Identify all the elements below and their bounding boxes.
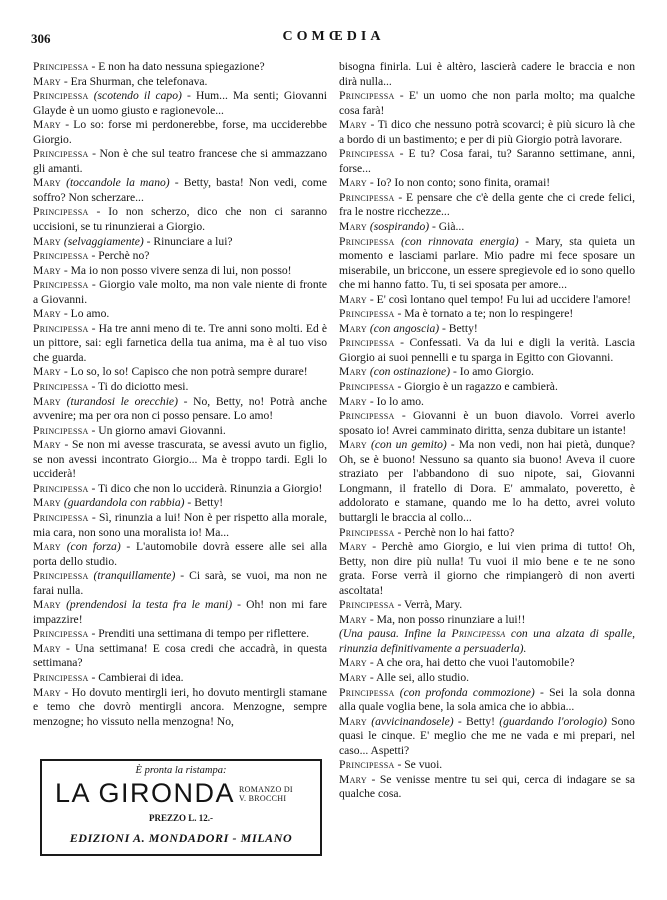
- speaker-name: Mary: [33, 234, 61, 248]
- dialogue-text: - Rinunciare a lui?: [143, 234, 233, 248]
- speaker-name: Mary: [33, 74, 61, 88]
- speaker-name: Principessa: [33, 147, 89, 161]
- dialogue-text: - Ha tre anni meno di te. Tre anni sono molti. Ed è un pittore, sai: egli farnetica della tua anima, ma è al tuo viso che guarda.: [33, 321, 327, 364]
- ad-reprint-notice: È pronta la ristampa:: [135, 765, 227, 776]
- dialogue-text: - Alle sei, allo studio.: [366, 670, 470, 684]
- stage-direction: (turandosi le orecchie): [66, 394, 178, 408]
- dialogue-text: - E' un uomo che non parla molto; ma qualche cosa farà!: [339, 89, 635, 117]
- speaker-name: Principessa: [33, 205, 89, 219]
- dialogue-paragraph: [339, 715, 635, 759]
- dialogue-paragraph: [339, 118, 635, 147]
- dialogue-paragraph: [339, 336, 635, 365]
- dialogue-text: - Giorgio vale molto, ma non vale niente di fronte a Giovanni.: [33, 278, 327, 306]
- dialogue-text: - Io non scherzo, dico che non ci saranno uccisioni, se tu rinunzierai a Giorgio.: [33, 205, 327, 234]
- dialogue-paragraph: [33, 235, 327, 250]
- dialogue-text: - Hum... Ma senti; Giovanni Glayde è un uomo giusto e ragionevole...: [33, 89, 327, 117]
- speaker-name: Principessa: [33, 481, 89, 495]
- dialogue-text: - Ho dovuto mentirgli ieri, ho dovuto mentirgli stamane e temo che dovrò mentirgli ancora. Menzogne, sempre menzogne; ho vissuto nella menzogna! No,: [33, 685, 327, 728]
- dialogue-paragraph: [33, 569, 327, 598]
- dialogue-text: - Betty, basta! Non vedi, come soffro? Non scherzare...: [33, 176, 327, 204]
- dialogue-paragraph: [339, 365, 635, 380]
- dialogue-paragraph: [33, 598, 327, 627]
- dialogue-paragraph: [339, 526, 635, 541]
- book-advertisement: [40, 759, 322, 856]
- dialogue-text: - A che ora, hai detto che vuoi l'automobile?: [366, 656, 575, 670]
- speaker-name: Mary: [339, 118, 367, 132]
- speaker-name: Principessa: [339, 685, 395, 699]
- dialogue-paragraph: [339, 686, 635, 715]
- dialogue-paragraph: [33, 118, 327, 147]
- dialogue-text: - E pensare che c'è della gente che ci crede felici, fra le nostre ricchezze...: [339, 190, 635, 219]
- dialogue-text: - Betty!: [184, 496, 224, 510]
- dialogue-paragraph: [33, 322, 327, 366]
- stage-speaker-name: Principessa: [451, 627, 506, 641]
- dialogue-text: - Se vuoi.: [394, 758, 443, 772]
- stage-direction: (prendendosi la testa fra le mani): [66, 598, 233, 612]
- stage-direction: (scotendo il capo): [93, 89, 182, 103]
- speaker-name: Principessa: [339, 758, 395, 772]
- dialogue-text: - Io lo amo.: [366, 394, 424, 408]
- stage-direction: (con forza): [66, 540, 121, 554]
- stage-direction: (Una pausa. Infine la: [339, 627, 452, 641]
- dialogue-text: - Se non mi avesse trascurata, se avessi avuto un figlio, se non avessi incontrato Giorgio... Ma è troppo tardi. Egli lo ucciderà!: [33, 438, 327, 481]
- speaker-name: Principessa: [33, 423, 89, 437]
- dialogue-paragraph: [33, 395, 327, 424]
- dialogue-text: - Ma è tornato a te; non lo respingere!: [394, 307, 574, 321]
- journal-title: COMŒDIA: [282, 29, 385, 44]
- dialogue-text: - Verrà, Mary.: [394, 598, 463, 612]
- dialogue-paragraph: [339, 613, 635, 628]
- speaker-name: Mary: [339, 321, 367, 335]
- speaker-name: Mary: [33, 496, 61, 510]
- speaker-name: Principessa: [33, 627, 89, 641]
- speaker-name: Principessa: [33, 278, 89, 292]
- dialogue-text: - Lo amo.: [60, 307, 110, 321]
- speaker-name: Principessa: [33, 380, 89, 394]
- stage-direction: (con ostinazione): [369, 365, 451, 379]
- stage-direction: (toccandole la mano): [66, 176, 170, 190]
- dialogue-paragraph: [33, 482, 327, 497]
- speaker-name: Principessa: [339, 147, 395, 161]
- dialogue-paragraph: [33, 249, 327, 264]
- speaker-name: Mary: [339, 540, 367, 554]
- dialogue-text: - Perchè amo Giorgio, e lui vien prima di tutto! Oh, Betty, non dire più nulla! Tu vuoi il mio bene e te ne sono grata. Forse verrà il giorno che rimpiangerò di non averti ascoltata!: [339, 540, 635, 597]
- speaker-name: Mary: [33, 641, 61, 655]
- dialogue-text: - Prenditi una settimana di tempo per riflettere.: [88, 627, 310, 641]
- dialogue-paragraph: [33, 424, 327, 439]
- dialogue-text: - Betty!: [439, 321, 478, 335]
- dialogue-text: - Confessati. Va da lui e digli la verità. Lascia Giorgio ai suoi pennelli e tu sparga in Egitto con Giovanni.: [339, 336, 635, 364]
- stage-direction: (selvaggiamente): [63, 234, 144, 248]
- dialogue-text: - Ci sarà, se vuoi, ma non ne farai nulla.: [33, 569, 328, 597]
- speaker-name: Principessa: [339, 598, 395, 612]
- dialogue-paragraph: [339, 220, 635, 235]
- dialogue-paragraph: [339, 60, 635, 89]
- speaker-name: Mary: [339, 670, 367, 684]
- right-text-column: [339, 60, 635, 802]
- dialogue-text: - Giorgio è un ragazzo e cambierà.: [394, 380, 558, 394]
- dialogue-text: - Ma non vedi, non hai pietà, dunque? Oh, se è buono! Nessuno sa quanto sia buono! Aveva il cuore straziato per l'abbandono di suo nipote, sai, Giovanni Longmann, il fratello di Dora. E' ammalato, poveretto, è addolorato e stamane, quando me lo ha detto, avrei voluto buttargli le braccia al collo...: [339, 438, 635, 524]
- speaker-name: Mary: [33, 394, 61, 408]
- dialogue-text: - Ti do diciotto mesi.: [88, 380, 189, 394]
- speaker-name: Principessa: [33, 321, 89, 335]
- dialogue-paragraph: [339, 598, 635, 613]
- dialogue-paragraph: [33, 147, 327, 176]
- dialogue-text: - Io? Io non conto; sono finita, oramai!: [366, 176, 551, 190]
- dialogue-text: - No, Betty, no! Potrà anche avvenire; ma per ora non ci posso pensare. Lo amo!: [33, 394, 327, 423]
- ad-publisher: EDIZIONI A. MONDADORI - MILANO: [69, 831, 293, 845]
- dialogue-paragraph: [339, 322, 635, 337]
- dialogue-paragraph: [33, 307, 327, 322]
- dialogue-paragraph: [33, 380, 327, 395]
- dialogue-text: - E' così lontano quel tempo! Fu lui ad uccidere l'amore!: [366, 292, 631, 306]
- speaker-name: Principessa: [33, 670, 89, 684]
- dialogue-paragraph: [339, 293, 635, 308]
- speaker-name: Mary: [33, 307, 61, 321]
- dialogue-text: - Giovanni è un buon diavolo. Vorrei averlo sposato io! Avrei camminato diritta, senza dubitare un istante!: [339, 409, 635, 437]
- stage-direction: (avvicinandosele): [371, 714, 454, 728]
- dialogue-text: - Già...: [429, 220, 465, 234]
- dialogue-text: - Una settimana! E cosa credi che accadrà, in questa settimana?: [33, 641, 327, 670]
- dialogue-paragraph: [33, 686, 327, 730]
- dialogue-paragraph: [33, 365, 327, 380]
- dialogue-paragraph: [339, 438, 635, 525]
- speaker-name: Principessa: [339, 525, 395, 539]
- dialogue-text: - Ti dico che nessuno potrà scovarci; è più sicuro là che a bordo di un bastimento; e per di più Giorgio potrà lavorare.: [339, 118, 635, 146]
- dialogue-text: bisogna finirla. Lui è altèro, lascierà cadere le braccia e non dirà nulla...: [339, 60, 635, 88]
- dialogue-text: - Se venisse mentre tu sei qui, cerca di indagare se sa qualche cosa.: [339, 772, 635, 801]
- dialogue-paragraph: [33, 511, 327, 540]
- ad-price: PREZZO L. 12.-: [148, 813, 213, 823]
- dialogue-text: - Betty!: [453, 714, 500, 728]
- dialogue-paragraph: [33, 75, 327, 90]
- dialogue-text: - Perchè no?: [88, 249, 150, 263]
- speaker-name: Principessa: [33, 249, 89, 263]
- dialogue-text: - Sì, rinunzia a lui! Non è per rispetto alla morale, mia cara, non sono una moralista io! Ma...: [33, 510, 327, 539]
- dialogue-text: - Lo so, lo so! Capisco che non potrà sempre durare!: [60, 365, 308, 379]
- speaker-name: Mary: [33, 176, 61, 190]
- speaker-name: Mary: [339, 394, 367, 408]
- page-header: [0, 0, 667, 48]
- dialogue-paragraph: [339, 380, 635, 395]
- dialogue-text: - Lo so: forse mi perdonerebbe, forse, ma ucciderebbe Giorgio.: [33, 118, 327, 146]
- dialogue-text: - Ma io non posso vivere senza di lui, non posso!: [60, 263, 292, 277]
- speaker-name: Principessa: [339, 190, 395, 204]
- stage-direction: (con rinnovata energia): [401, 234, 519, 248]
- speaker-name: Principessa: [33, 510, 89, 524]
- stage-direction: (con un gemito): [371, 438, 447, 452]
- dialogue-text: - Ti dico che non lo ucciderà. Rinunzia a Giorgio!: [88, 481, 323, 495]
- left-text-column: [33, 60, 327, 729]
- dialogue-paragraph: [33, 205, 327, 234]
- dialogue-paragraph: [33, 627, 327, 642]
- speaker-name: Mary: [33, 365, 61, 379]
- speaker-name: Principessa: [339, 380, 395, 394]
- speaker-name: Principessa: [33, 569, 89, 583]
- speaker-name: Mary: [33, 685, 61, 699]
- speaker-name: Mary: [339, 220, 367, 234]
- dialogue-paragraph: [33, 496, 327, 511]
- dialogue-paragraph: [339, 671, 635, 686]
- dialogue-paragraph: [33, 60, 327, 75]
- speaker-name: Mary: [33, 118, 61, 132]
- dialogue-text: - Era Shurman, che telefonava.: [60, 74, 208, 88]
- speaker-name: Principessa: [33, 89, 89, 103]
- dialogue-text: - E tu? Cosa farai, tu? Saranno settimane, anni, forse...: [339, 147, 635, 175]
- dialogue-paragraph: [339, 89, 635, 118]
- speaker-name: Mary: [339, 772, 367, 786]
- stage-direction: (tranquillamente): [93, 569, 176, 583]
- speaker-name: Mary: [339, 714, 367, 728]
- speaker-name: Mary: [33, 540, 61, 554]
- speaker-name: Principessa: [339, 307, 395, 321]
- dialogue-text: - Ma, non posso rinunziare a lui!!: [366, 612, 526, 626]
- speaker-name: Principessa: [339, 409, 395, 423]
- dialogue-text: - E non ha dato nessuna spiegazione?: [88, 60, 265, 73]
- stage-direction: (guardandola con rabbia): [63, 496, 185, 510]
- speaker-name: Mary: [339, 292, 367, 306]
- stage-direction: con una alzata di spalle, rinunzia definitivamente a persuaderla).: [339, 627, 635, 655]
- speaker-name: Principessa: [33, 60, 89, 73]
- speaker-name: Mary: [33, 263, 61, 277]
- dialogue-paragraph: [33, 176, 327, 205]
- dialogue-paragraph: [33, 89, 327, 118]
- dialogue-paragraph: [339, 627, 635, 656]
- page-number: 306: [31, 31, 51, 46]
- dialogue-text: - Perchè non lo hai fatto?: [394, 525, 515, 539]
- speaker-name: Mary: [339, 656, 367, 670]
- dialogue-paragraph: [339, 773, 635, 802]
- dialogue-paragraph: [339, 176, 635, 191]
- stage-direction: (guardando l'orologio): [499, 714, 607, 728]
- speaker-name: Mary: [339, 176, 367, 190]
- speaker-name: Principessa: [339, 336, 395, 350]
- dialogue-paragraph: [339, 409, 635, 438]
- dialogue-text: - Mary, sta quieta un momento e lasciami parlare. Mio padre mi fece sposare un miserabile, un briccone, un essere spregievole ed io sono quello che mi hanno fatto. Tu, ti sei sposata per amore...: [339, 234, 635, 292]
- dialogue-paragraph: [33, 671, 327, 686]
- dialogue-text: - Un giorno amavi Giovanni.: [88, 423, 226, 437]
- speaker-name: Mary: [33, 598, 61, 612]
- dialogue-text: - Sei la sola donna alla quale voglia bene, la sola amica che io abbia...: [339, 685, 635, 714]
- dialogue-paragraph: [339, 191, 635, 220]
- dialogue-text: - L'automobile dovrà essere alle sei alla porta dello studio.: [33, 540, 327, 568]
- speaker-name: Mary: [339, 612, 367, 626]
- ad-author-line2: V. BROCCHI: [239, 794, 287, 803]
- stage-direction: (sospirando): [369, 220, 430, 234]
- speaker-name: Mary: [339, 365, 367, 379]
- dialogue-paragraph: [339, 307, 635, 322]
- dialogue-text: Sono quasi le cinque. E' meglio che me ne vada e mi prepari, nel caso... Aspetti?: [339, 714, 635, 757]
- stage-direction: (con angoscia): [369, 321, 440, 335]
- dialogue-paragraph: [339, 656, 635, 671]
- ad-book-title: LA GIRONDA: [55, 778, 236, 808]
- dialogue-text: - Cambierai di idea.: [88, 670, 184, 684]
- dialogue-text: - Non è che sul teatro francese che si ammazzano gli amanti.: [33, 147, 327, 175]
- dialogue-paragraph: [33, 642, 327, 671]
- speaker-name: Principessa: [339, 89, 395, 103]
- ad-author: [239, 785, 319, 803]
- dialogue-paragraph: [33, 264, 327, 279]
- dialogue-paragraph: [339, 235, 635, 293]
- dialogue-text: - Oh! non mi fare impazzire!: [33, 598, 328, 626]
- dialogue-paragraph: [33, 278, 327, 307]
- dialogue-paragraph: [339, 395, 635, 410]
- dialogue-paragraph: [33, 438, 327, 482]
- dialogue-paragraph: [33, 540, 327, 569]
- dialogue-paragraph: [339, 758, 635, 773]
- dialogue-text: - Io amo Giorgio.: [450, 365, 534, 379]
- ad-author-line1: ROMANZO DI: [239, 785, 293, 794]
- stage-direction: (con profonda commozione): [399, 685, 535, 699]
- dialogue-paragraph: [339, 540, 635, 598]
- dialogue-paragraph: [339, 147, 635, 176]
- speaker-name: Mary: [33, 438, 61, 452]
- speaker-name: Mary: [339, 438, 367, 452]
- speaker-name: Principessa: [339, 234, 395, 248]
